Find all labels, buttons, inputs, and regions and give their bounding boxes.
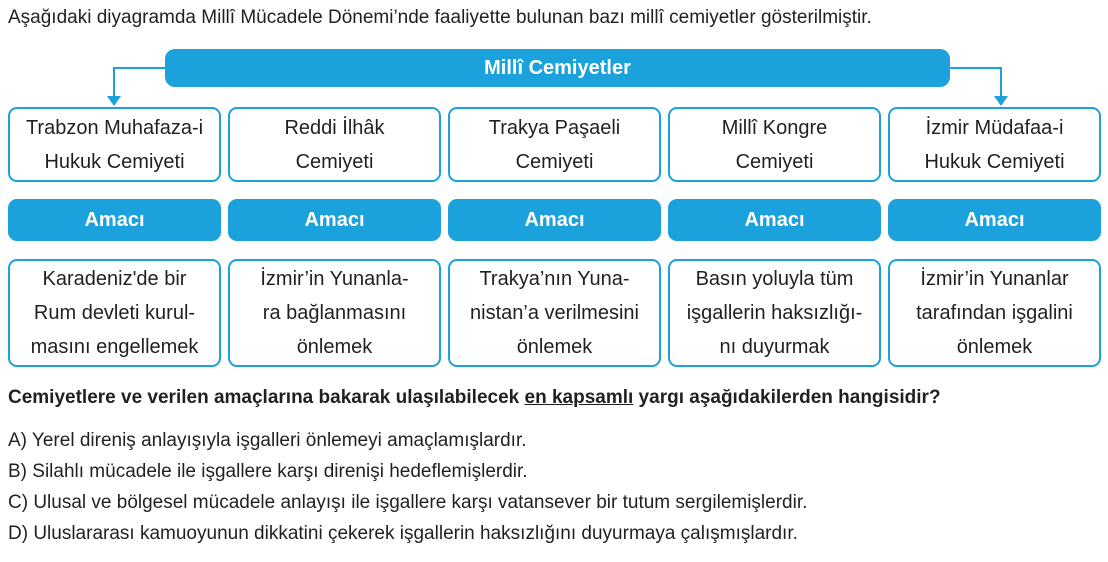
society-column-3	[448, 107, 661, 367]
purpose-line: Rum devleti kurul-	[33, 302, 196, 324]
society-name-line: Hukuk Cemiyeti	[44, 150, 185, 173]
purpose-box	[228, 259, 441, 367]
answer-options	[8, 425, 807, 549]
intro-text: Aşağıdaki diyagramda Millî Mücadele Dönemi’nde faaliyette bulunan bazı millî cemiyetler gösterilmiştir.	[8, 7, 872, 28]
society-name-line: Cemiyeti	[735, 150, 814, 173]
purpose-line: Trakya’nın Yuna-	[479, 268, 630, 290]
purpose-line: ra bağlanmasını	[262, 302, 407, 324]
answer-option-a[interactable]: A) Yerel direniş anlayışıyla işgalleri önlemeyi amaçlamışlardır.	[8, 430, 527, 451]
purpose-box	[668, 259, 881, 367]
answer-option-d[interactable]: D) Uluslararası kamuoyunun dikkatini çekerek işgallerin haksızlığını duyurmaya çalışmışlardır.	[8, 523, 798, 544]
purpose-line: masını engellemek	[30, 336, 199, 358]
purpose-label: Amacı	[448, 199, 661, 241]
question-part-after: yargı aşağıdakilerden hangisidir?	[633, 387, 941, 408]
purpose-label: Amacı	[668, 199, 881, 241]
purpose-line: nı duyurmak	[719, 336, 830, 358]
society-name-line: Reddi İlhâk	[284, 116, 385, 139]
society-name-line: Hukuk Cemiyeti	[924, 150, 1065, 173]
society-name-line: Trakya Paşaeli	[488, 116, 621, 139]
purpose-box	[8, 259, 221, 367]
left-arrow-head-icon	[107, 96, 121, 106]
purpose-line: tarafından işgalini	[916, 302, 1073, 324]
society-name-line: İzmir Müdafaa-i	[925, 116, 1064, 139]
society-column-2	[228, 107, 441, 367]
society-name-line: Cemiyeti	[515, 150, 594, 173]
right-arrow-head-icon	[994, 96, 1008, 106]
left-connector-line	[114, 68, 165, 103]
answer-option-c[interactable]: C) Ulusal ve bölgesel mücadele anlayışı ile işgallere karşı vatansever bir tutum sergilemişlerdir.	[8, 492, 808, 513]
society-name-box	[888, 107, 1101, 182]
society-name-line: Cemiyeti	[295, 150, 374, 173]
purpose-label: Amacı	[8, 199, 221, 241]
society-column-5	[888, 107, 1101, 367]
purpose-label: Amacı	[888, 199, 1101, 241]
society-column-1	[8, 107, 221, 367]
question-text	[8, 387, 941, 409]
society-name-box	[668, 107, 881, 182]
question-part-before: Cemiyetlere ve verilen amaçlarına bakarak ulaşılabilecek	[8, 387, 525, 408]
question-emphasis: en kapsamlı	[524, 387, 634, 408]
society-column-4	[668, 107, 881, 367]
purpose-box	[888, 259, 1101, 367]
right-connector-line	[950, 68, 1001, 103]
purpose-box	[448, 259, 661, 367]
answer-option-b[interactable]: B) Silahlı mücadele ile işgallere karşı direnişi hedeflemişlerdir.	[8, 461, 528, 482]
purpose-label: Amacı	[228, 199, 441, 241]
purpose-line: nistan’a verilmesini	[470, 302, 639, 324]
purpose-line: önlemek	[516, 336, 593, 358]
society-name-box	[8, 107, 221, 182]
purpose-line: Karadeniz'de bir	[42, 268, 187, 290]
banner-national-societies: Millî Cemiyetler	[165, 49, 950, 87]
purpose-line: Basın yoluyla tüm	[695, 268, 854, 290]
purpose-line: İzmir’in Yunanlar	[920, 268, 1069, 290]
society-name-box	[228, 107, 441, 182]
society-name-box	[448, 107, 661, 182]
society-name-line: Trabzon Muhafaza-i	[25, 116, 204, 139]
purpose-line: İzmir’in Yunanla-	[260, 268, 409, 290]
purpose-line: önlemek	[956, 336, 1033, 358]
purpose-line: önlemek	[296, 336, 373, 358]
purpose-line: işgallerin haksızlığı-	[686, 302, 863, 324]
society-name-line: Millî Kongre	[721, 116, 828, 139]
